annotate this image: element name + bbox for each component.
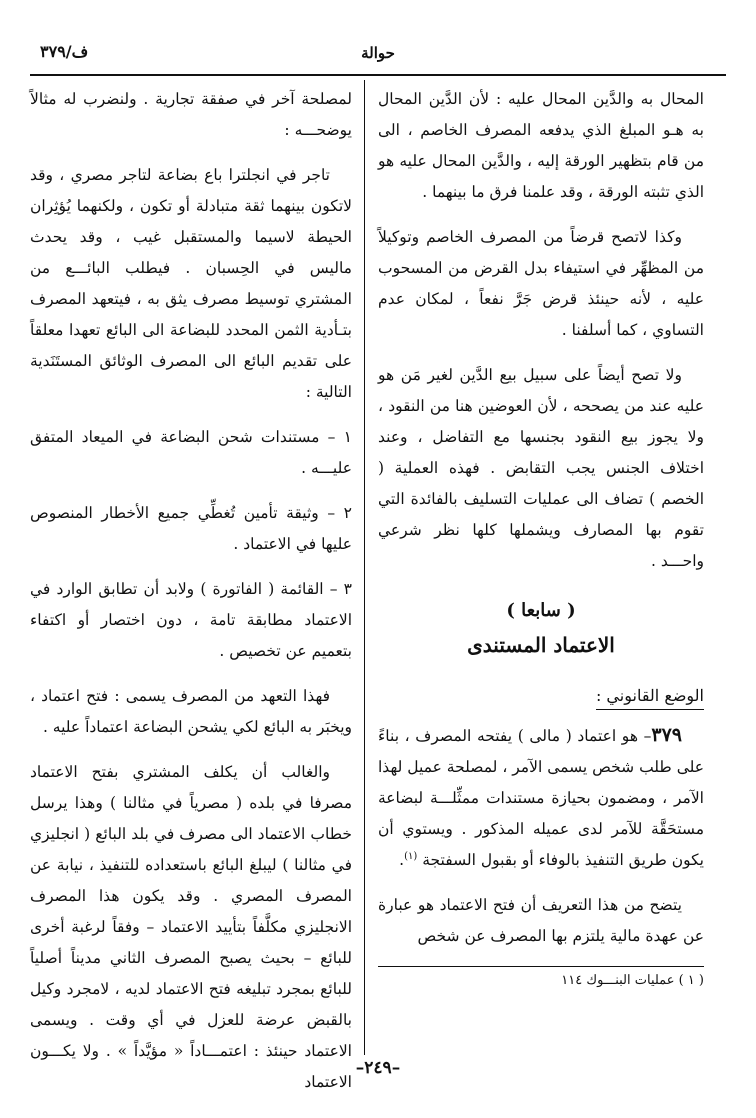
section-number-heading: ( سابعا )	[506, 600, 576, 621]
column-divider	[364, 80, 365, 1055]
subtitle-wrapper	[378, 681, 704, 720]
article-number: ٣٧٩	[651, 724, 682, 746]
running-title: حوالة	[361, 44, 395, 62]
list-item: ٢ – وثيقة تأمين تُغطِّي جميع الأخطار المنصوص عليها في الاعتماد .	[30, 504, 352, 553]
section-title: الاعتماد المستندى	[467, 633, 615, 657]
paragraph: وكذا لاتصح قرضاً من المصرف الخاصم وتوكيلاً من المظهِّر في استيفاء بدل القرض من المسحوب عليه ، لأنه حينئذ قرض جَرَّ نفعاً ، لمكان عدم التساوي ، كما أسلفنا .	[378, 228, 704, 339]
article-paragraph: ٣٧٩– هو اعتماد ( مالى ) يفتحه المصرف ، بناءً على طلب شخص يسمى الآمر ، لمصلحة عميل لهذا الآمر ، ومضمون بحيازة مستندات ممثِّلـــة لبضاعة مستحَقَّة للآمر لدى عميله المذكور . ويستوي أن يكون طريق التنفيذ بالوفاء أو بقبول السفتجة $^{(١)}$.	[378, 724, 704, 869]
article-text: – هو اعتماد ( مالى ) يفتحه المصرف ، بناءً على طلب شخص يسمى الآمر ، لمصلحة عميل لهذا الآمر ، ومضمون بحيازة مستندات ممثِّلـــة لبضاعة مستحَقَّة للآمر لدى عميله المذكور . ويستوي أن يكون طريق التنفيذ بالوفاء أو بقبول السفتجة	[378, 727, 704, 869]
paragraph: فهذا التعهد من المصرف يسمى : فتح اعتماد ، ويخبَر به البائع لكي يشحن البضاعة اعتماداً عليه .	[30, 687, 352, 736]
footnote: ( ١ ) عمليات البنـــوك ١١٤	[561, 973, 704, 988]
paragraph: لمصلحة آخر في صفقة تجارية . ولنضرب له مثالاً يوضحـــه :	[30, 90, 352, 139]
paragraph: تاجر في انجلترا باع بضاعة لتاجر مصري ، وقد لاتكون بينهما ثقة متبادلة أو تكون ، ولكنهما يُؤثِران الحيطة لاسيما والمستقبل غيب ، وقد يحدث ماليس في الحِسبان . فيطلب البائـــع من المشتري توسيط مصرف يثق به ، فيتعهد المصرف بتـأدية الثمن المحدد للبضاعة الى البائع تعهدا معلقاً على تقديم البائع الى المصرف الوثائق المستَنَدية التالية :	[30, 166, 352, 401]
subsection-title: الوضع القانوني :	[596, 683, 704, 710]
section-reference: ف/٣٧٩	[40, 42, 89, 61]
paragraph: ولا تصح أيضاً على سبيل بيع الدَّين لغير مَن هو عليه عند من يصححه ، لأن العوضين هنا من النقود ، ولا يجوز بيع النقود بجنسها مع التفاضل ، وعند اختلاف الجنس يجب التقابض . فهذه العملية ( الخصم ) تضاف الى عمليات التسليف بالفائدة التي تقوم بها المصارف ويشملها كلها نظر شرعي واحـــد .	[378, 366, 704, 570]
page-header	[30, 38, 726, 78]
page-number: –٢٤٩–	[355, 1058, 401, 1078]
paragraph: والغالب أن يكلف المشتري بفتح الاعتماد مصرفا في بلده ( مصرياً في مثالنا ) وهذا يرسل خطاب الاعتماد الى مصرف في بلد البائع ( انجليزي في مثالنا ) ليبلغ البائع باستعداده للتنفيذ ، نيابة عن المصرف المصري . وقد يكون هذا المصرف الانجليزي مكلَّفاً بتأييد الاعتماد – وفقاً لرغبة أخرى للبائع – بحيث يصبح المصرف الثاني مديناً أصلياً للبائع بمجرد تبليغه فتح الاعتماد لديه ، لامجرد وكيل بالقبض عرضة للعزل في أي وقت . ويسمى الاعتماد حينئذ : اعتمـــاداً « مؤيَّداً » . ولا يكـــون الاعتماد	[30, 763, 352, 1091]
paragraph: يتضح من هذا التعريف أن فتح الاعتماد هو عبارة عن عهدة مالية يلتزم بها المصرف عن شخص	[378, 896, 704, 945]
footnote-rule	[378, 966, 704, 967]
footnote-marker: (١)	[404, 850, 418, 862]
paragraph: المحال به والدَّين المحال عليه : لأن الدَّين المحال به هـو المبلغ الذي يدفعه المصرف الخاصم ، الى من قام بتظهير الورقة إليه ، والدَّين المحال عليه هو الذي تثبته الورقة ، وقد علمنا فرق ما بينهما .	[378, 90, 704, 201]
list-item: ٣ – القائمة ( الفاتورة ) ولابد أن تطابق الوارد في الاعتماد مطابقة تامة ، دون اختصار أو اكتفاء بتعميم عن تخصيص .	[30, 580, 352, 660]
list-item: ١ – مستندات شحن البضاعة في الميعاد المتفق عليـــه .	[30, 428, 352, 477]
right-column	[378, 84, 704, 993]
header-rule	[30, 74, 726, 76]
left-column	[30, 84, 352, 1112]
